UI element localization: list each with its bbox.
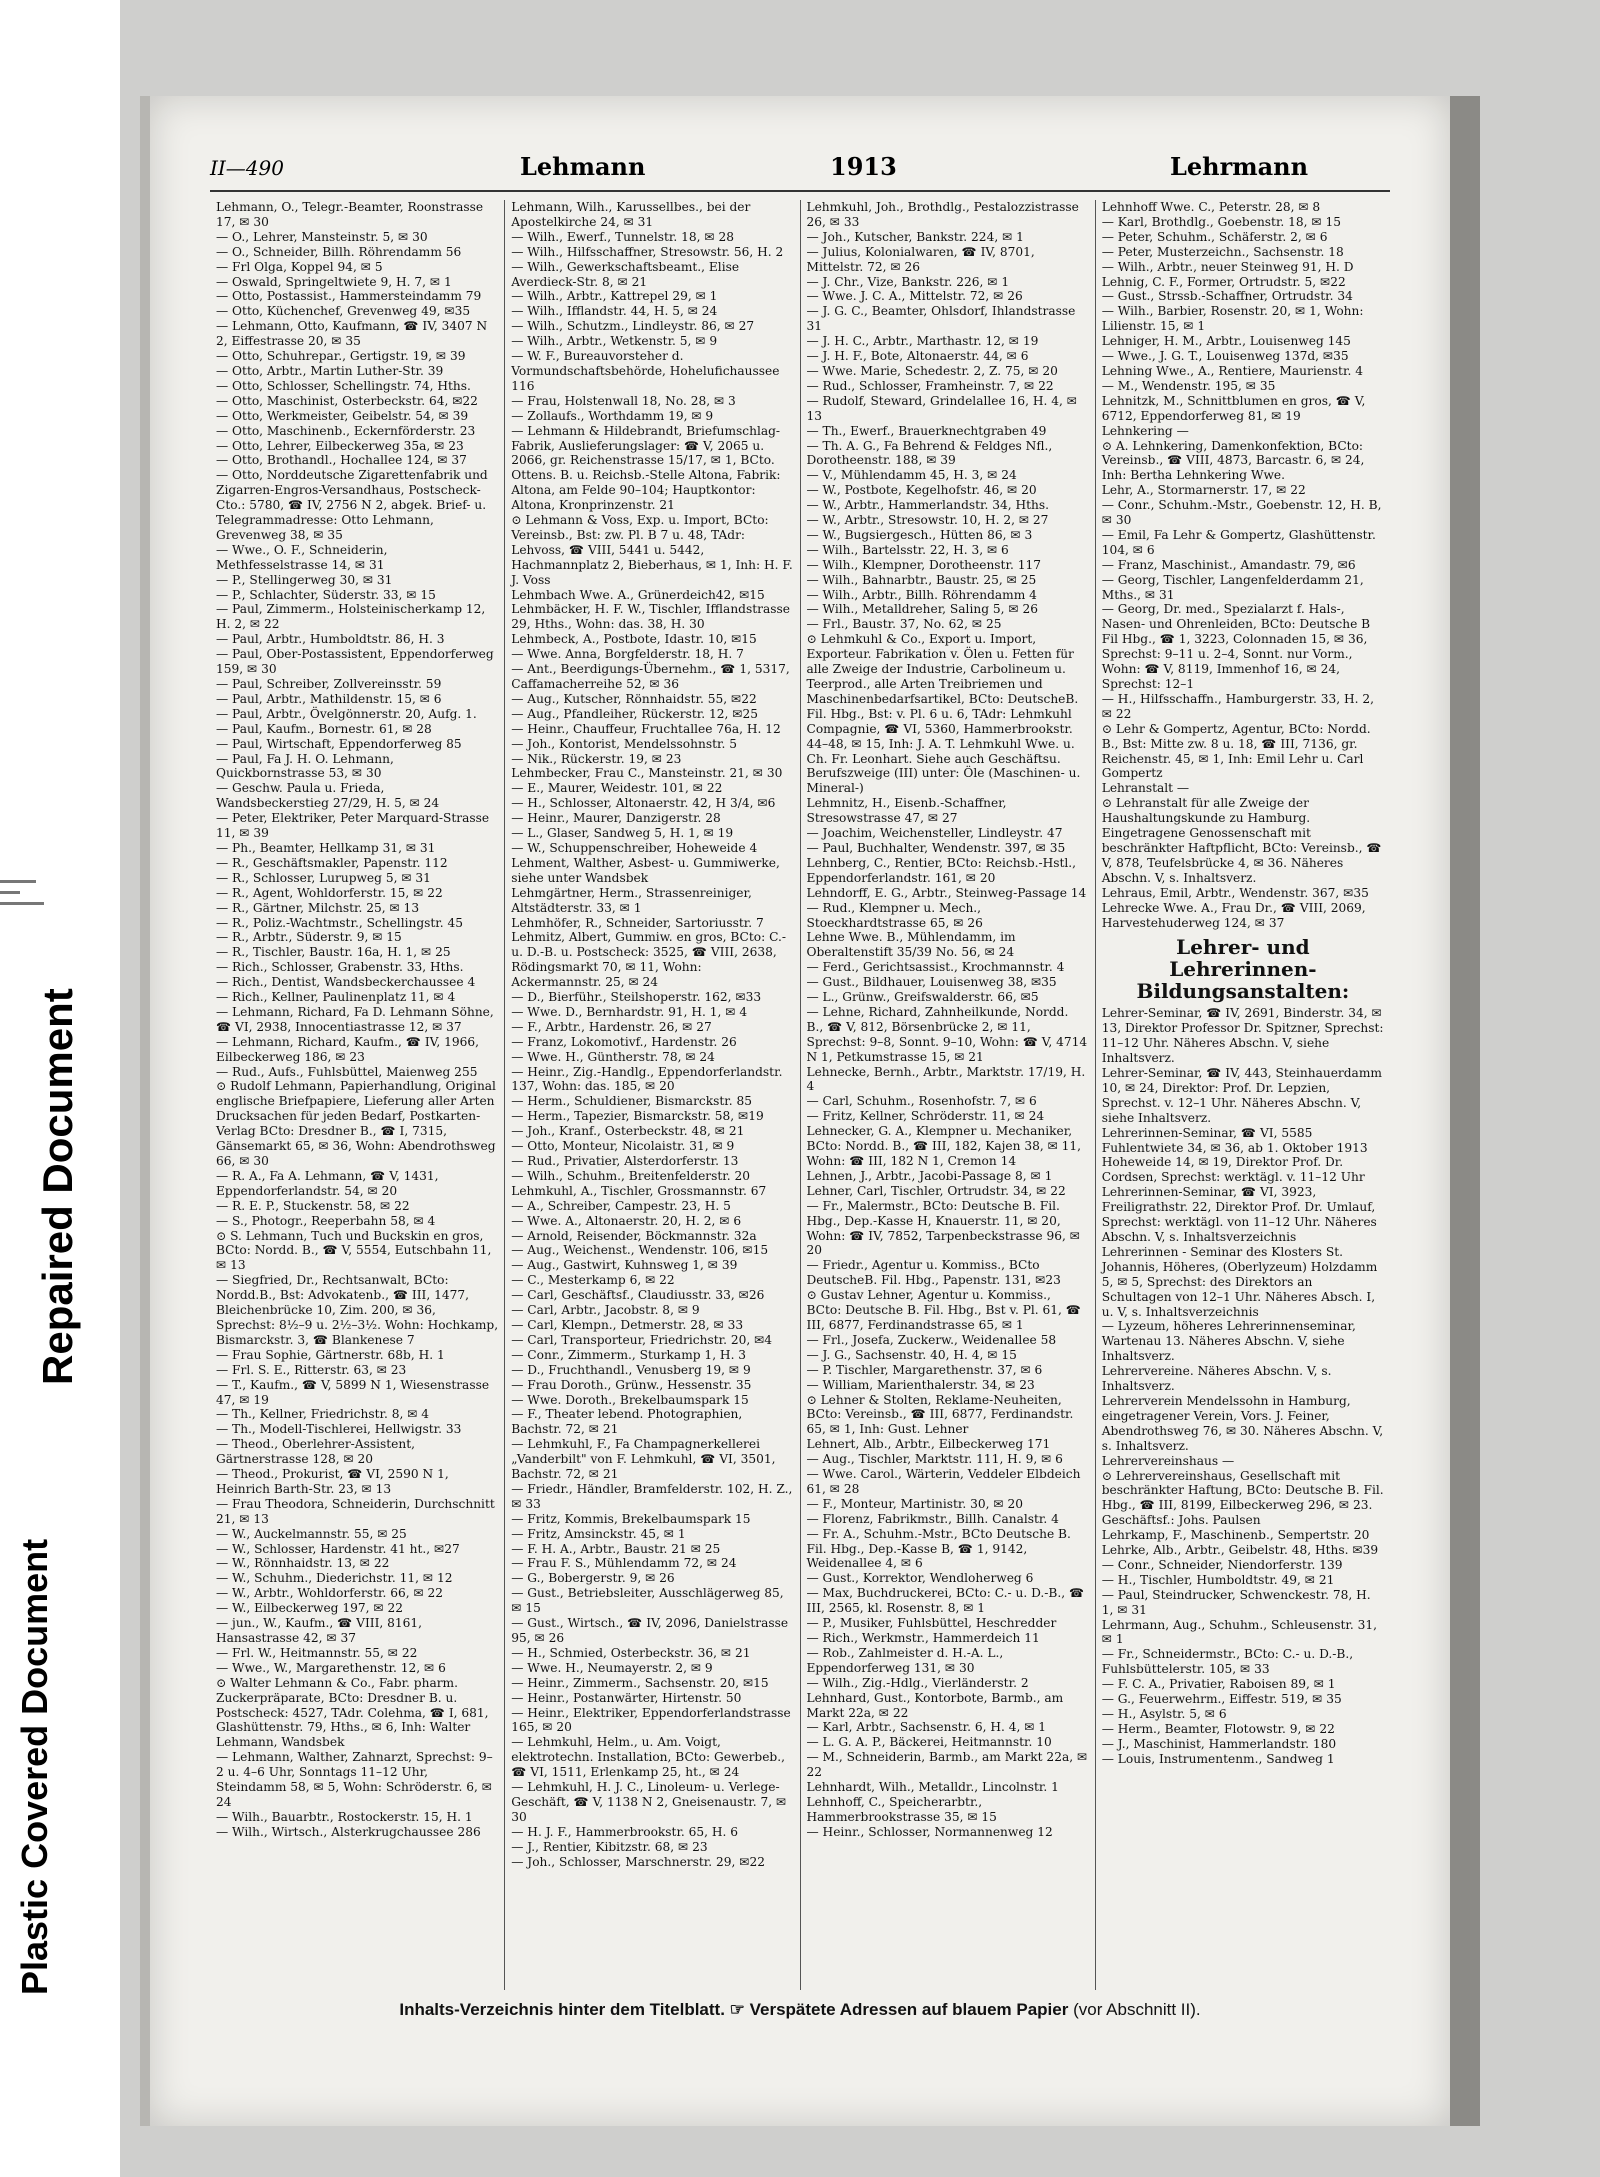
directory-entry: — Otto, Maschinist, Osterbeckstr. 64, ✉22 <box>216 393 478 408</box>
directory-entry: — Herm., Tapezier, Bismarckstr. 58, ✉19 <box>511 1109 764 1124</box>
directory-entry: — V., Mühlendamm 45, H. 3, ✉ 24 <box>806 468 1017 483</box>
directory-entry: — Frl Olga, Koppel 94, ✉ 5 <box>216 259 383 274</box>
directory-entry: — Friedr., Agentur u. Kommiss., BCto DeutscheB. Fil. Hbg., Papenstr. 131, ✉23 <box>806 1258 1061 1288</box>
directory-entry: — Louis, Instrumentenm., Sandweg 1 <box>1101 1751 1335 1766</box>
directory-entry: — Franz, Lokomotivf., Hardenstr. 26 <box>511 1034 737 1049</box>
directory-entry: — Gust., Wirtsch., ☎ IV, 2096, Danielstrasse 95, ✉ 26 <box>511 1616 789 1645</box>
directory-entry: — Herm., Beamter, Flotowstr. 9, ✉ 22 <box>1101 1721 1335 1736</box>
directory-entry: — Emil, Fa Lehr & Gompertz, Glashüttenstr. 104, ✉ 6 <box>1101 527 1376 557</box>
directory-entry: — H., Tischler, Humboldtstr. 49, ✉ 21 <box>1101 1572 1335 1587</box>
directory-entry: Lehmann, O., Telegr.-Beamter, Roonstrasse 17, ✉ 30 <box>216 200 484 229</box>
directory-entry: — R. A., Fa A. Lehmann, ☎ V, 1431, Eppendorferlandstr. 54, ✉ 20 <box>216 1168 439 1198</box>
directory-entry: — E., Maurer, Weidestr. 101, ✉ 22 <box>511 781 723 796</box>
directory-entry: — Friedr., Händler, Bramfelderstr. 102, H. Z., ✉ 33 <box>511 1481 793 1511</box>
directory-entry: — Fritz, Amsinckstr. 45, ✉ 1 <box>511 1526 686 1541</box>
directory-entry: — Fritz, Kommis, Brekelbaumspark 15 <box>511 1511 751 1526</box>
directory-entry: — G., Bobergerstr. 9, ✉ 26 <box>511 1571 675 1586</box>
directory-entry: — P. Tischler, Margarethenstr. 37, ✉ 6 <box>806 1362 1043 1377</box>
directory-entry: — Carl, Transporteur, Friedrichstr. 20, ✉4 <box>511 1332 773 1347</box>
directory-entry: — Paul, Wirtschaft, Eppendorferweg 85 <box>216 736 462 751</box>
directory-entry: — Nik., Rückerstr. 19, ✉ 23 <box>511 751 682 766</box>
directory-entry: — Wilh., Schuhm., Breitenfelderstr. 20 <box>511 1168 750 1183</box>
directory-entry: — Lehmann, Richard, Fa D. Lehmann Söhne, ☎ VI, 2938, Innocentiastrasse 12, ✉ 37 <box>216 1004 494 1034</box>
directory-entry: — Otto, Werkmeister, Geibelstr. 54, ✉ 39 <box>216 408 469 423</box>
directory-entry: — J., Rentier, Kibitzstr. 68, ✉ 23 <box>511 1839 708 1854</box>
margin-marks <box>0 880 60 920</box>
directory-entry: — Georg, Dr. med., Spezialarzt f. Hals-, Nasen- und Ohrenleiden, BCto: Deutsche B Fil Hbg., ☎ 1, 3223, Colonnaden 15, ✉ 36, Sprechst: 9–11 u. 2–4, Sonnt. nur Vorm., Wohn: ☎ V, 8119, Immenhof 16, ✉ 24, Sprechst: 12–1 <box>1101 602 1371 691</box>
directory-entry: — Carl, Geschäftsf., Claudiusstr. 33, ✉26 <box>511 1288 765 1303</box>
directory-entry: — Wilh., Arbtr., Billh. Röhrendamm 4 <box>806 587 1037 602</box>
directory-entry: — Th. A. G., Fa Behrend & Feldges Nfl., Dorotheenstr. 188, ✉ 39 <box>806 438 1053 468</box>
directory-entry: — Frau F. S., Mühlendamm 72, ✉ 24 <box>511 1556 737 1571</box>
directory-entry: — Heinr., Chauffeur, Fruchtallee 76a, H. 12 <box>511 721 781 736</box>
directory-entry: — Wilh., Ewerf., Tunnelstr. 18, ✉ 28 <box>511 229 734 244</box>
directory-entry: — Wwe., O. F., Schneiderin, Methfesselstrasse 14, ✉ 31 <box>216 542 388 572</box>
directory-entry: — Wilh., Gewerkschaftsbeamt., Elise Averdieck-Str. 8, ✉ 21 <box>511 259 740 289</box>
directory-entry: — W., Schlosser, Hardenstr. 41 ht., ✉27 <box>216 1541 460 1556</box>
directory-entry: Lehrervereinshaus — <box>1101 1453 1235 1468</box>
directory-entry: — Karl, Brothdlg., Goebenstr. 18, ✉ 15 <box>1101 214 1342 229</box>
directory-entry: — M., Wendenstr. 195, ✉ 35 <box>1101 378 1276 393</box>
directory-entry: — Heinr., Maurer, Danzigerstr. 28 <box>511 811 721 826</box>
directory-entry: — H., Hilfsschaffn., Hamburgerstr. 33, H. 2, ✉ 22 <box>1101 691 1374 721</box>
directory-entry: — Paul, Arbtr., Mathildenstr. 15, ✉ 6 <box>216 691 442 706</box>
directory-entry: — Joh., Kranf., Osterbeckstr. 48, ✉ 21 <box>511 1124 745 1139</box>
directory-entry: — W., Bugsiergesch., Hütten 86, ✉ 3 <box>806 527 1033 542</box>
directory-entry: ⊙ A. Lehnkering, Damenkonfektion, BCto: Vereinsb., ☎ VIII, 4873, Barcastr. 6, ✉ 24, Inh: Bertha Lehnkering Wwe. <box>1101 438 1365 483</box>
directory-entry: — Paul, Steindrucker, Schwenckestr. 78, H. 1, ✉ 31 <box>1101 1587 1371 1617</box>
footer-main: Inhalts-Verzeichnis hinter dem Titelblatt. ☞ Verspätete Adressen auf blauem Papier <box>399 2000 1069 2019</box>
directory-entry: ⊙ Lehranstalt für alle Zweige der Haushaltungskunde zu Hamburg. Eingetragene Genossenschaft mit beschränkter Haftpflicht, BCto: Vereinsb., ☎ V, 878, Teufelsbrücke 4, ✉ 36. Näheres Abschn. V, s. Inhaltsverz. <box>1101 796 1382 885</box>
page-header <box>210 150 1390 192</box>
directory-entry: — Ph., Beamter, Hellkamp 31, ✉ 31 <box>216 840 436 855</box>
directory-entry: — Rich., Kellner, Paulinenplatz 11, ✉ 4 <box>216 990 456 1005</box>
directory-entry: — Julius, Kolonialwaren, ☎ IV, 8701, Mittelstr. 72, ✉ 26 <box>806 244 1035 274</box>
directory-entry: Lehnecker, G. A., Klempner u. Mechaniker, BCto: Nordd. B., ☎ III, 182, Kajen 38, ✉ 11, Wohn: ☎ III, 182 N 1, Cremon 14 <box>806 1124 1082 1168</box>
repaired-document-label: Repaired Document <box>34 988 81 1385</box>
directory-entry: — W., Auckelmannstr. 55, ✉ 25 <box>216 1526 407 1541</box>
directory-entry: — Carl, Schuhm., Rosenhofstr. 7, ✉ 6 <box>806 1094 1037 1109</box>
directory-entry: — Frau Sophie, Gärtnerstr. 68b, H. 1 <box>216 1347 445 1362</box>
directory-entry: — Otto, Maschinenb., Eckernförderstr. 23 <box>216 423 476 438</box>
directory-entry: — Rich., Werkmstr., Hammerdeich 11 <box>806 1631 1040 1645</box>
directory-entry: — P., Musiker, Fuhlsbüttel, Heschredder <box>806 1616 1057 1631</box>
directory-entry: — P., Stellingerweg 30, ✉ 31 <box>216 572 393 587</box>
directory-entry: — Rob., Zahlmeister d. H.-A. L., Eppendorferweg 131, ✉ 30 <box>806 1645 1004 1675</box>
directory-entry: — Heinr., Zimmerm., Sachsenstr. 20, ✉15 <box>511 1675 769 1690</box>
directory-entry: ⊙ Walter Lehmann & Co., Fabr. pharm. Zuckerpräparate, BCto: Dresdner B. u. Postscheck: 4527, TAdr. Colehma, ☎ I, 681, Glashüttenstr. 79, Hths., ✉ 6, Inh: Walter Lehmann, Wandsbek <box>216 1675 489 1750</box>
directory-entry: Lehr, A., Stormarnerstr. 17, ✉ 22 <box>1101 483 1306 498</box>
directory-entry: — G., Feuerwehrm., Eiffestr. 519, ✉ 35 <box>1101 1692 1342 1707</box>
directory-entry: — Heinr., Postanwärter, Hirtenstr. 50 <box>511 1690 742 1705</box>
directory-entry: — Otto, Norddeutsche Zigarettenfabrik und Zigarren-Engros-Versandhaus, Postscheck-Cto.: 5780, ☎ IV, 2756 N 2, abgek. Brief- u. Telegrammadresse: Otto Lehmann, Grevenweg 38, ✉ 35 <box>216 468 488 542</box>
directory-entry: — Rich., Dentist, Wandsbeckerchaussee 4 <box>216 975 476 990</box>
directory-entry: — Frau Doroth., Grünw., Hessenstr. 35 <box>511 1377 752 1392</box>
directory-entry: ⊙ Lehrervereinshaus, Gesellschaft mit beschränkter Haftung, BCto: Deutsche B. Fil. Hbg., ☎ III, 8199, Eilbeckerweg 296, ✉ 23. Geschäftsf.: Johs. Paulsen <box>1101 1468 1384 1528</box>
directory-entry: — J. Chr., Vize, Bankstr. 226, ✉ 1 <box>806 274 1010 289</box>
directory-entry: — Th., Kellner, Friedrichstr. 8, ✉ 4 <box>216 1407 430 1422</box>
directory-entry: — Lehmann, Walther, Zahnarzt, Sprechst: 9–2 u. 4–6 Uhr, Sonntags 11–12 Uhr, Steindamm 58, ✉ 5, Wohn: Schröderstr. 6, ✉24 <box>216 1750 493 1809</box>
directory-entry: ⊙ Rudolf Lehmann, Papierhandlung, Original englische Briefpapiere, Lieferung aller Arten Drucksachen für jeden Bedarf, Postkarten-Verlag BCto: Dresdner B., ☎ I, 7315, Gänsemarkt 65, ✉ 36, Wohn: Abendrothsweg 66, ✉ 30 <box>216 1079 496 1168</box>
directory-entry: — Joachim, Weichensteller, Lindleystr. 47 <box>806 826 1063 841</box>
directory-entry: Lehrer-Seminar, ☎ IV, 443, Steinhauerdamm 10, ✉ 24, Direktor: Prof. Dr. Lepzien, Sprechst. v. 12–1 Uhr. Näheres Abschn. V, siehe Inhaltsverz. <box>1101 1066 1382 1125</box>
directory-entry: — Wwe., J. G. T., Louisenweg 137d, ✉35 <box>1101 349 1349 364</box>
directory-entry: — O., Schneider, Billh. Röhrendamm 56 <box>216 244 462 259</box>
directory-entry: Lehmbecker, Frau C., Mansteinstr. 21, ✉ 30 <box>511 766 783 781</box>
directory-entry: — Wwe. Marie, Schedestr. 2, Z. 75, ✉ 20 <box>806 363 1058 378</box>
directory-entry: Lehnecke, Bernh., Arbtr., Marktstr. 17/19, H. 4 <box>806 1064 1086 1094</box>
page-footer <box>210 2000 1390 2020</box>
directory-entry: — D., Fruchthandl., Venusberg 19, ✉ 9 <box>511 1362 751 1377</box>
directory-entry: — L. G. A. P., Bäckerei, Heitmannstr. 10 <box>806 1735 1052 1750</box>
directory-entry: — Aug., Kutscher, Rönnhaidstr. 55, ✉22 <box>511 691 757 706</box>
directory-entry: — Rud., Privatier, Alsterdorferstr. 13 <box>511 1154 739 1168</box>
directory-entry: — Fritz, Kellner, Schröderstr. 11, ✉ 24 <box>806 1109 1045 1124</box>
directory-entry: Lehment, Walther, Asbest- u. Gummiwerke, siehe unter Wandsbek <box>511 855 780 885</box>
directory-entry: — Wilh., Schutzm., Lindleystr. 86, ✉ 27 <box>511 319 755 334</box>
directory-entry: — L., Glaser, Sandweg 5, H. 1, ✉ 19 <box>511 826 734 841</box>
directory-entry: — Frau Theodora, Schneiderin, Durchschnitt 21, ✉ 13 <box>216 1496 495 1526</box>
directory-entry: — Wilh., Arbtr., neuer Steinweg 91, H. D <box>1101 259 1354 274</box>
directory-entry: — Paul, Buchhalter, Wendenstr. 397, ✉ 35 <box>806 840 1066 855</box>
directory-entry: Lehrerinnen - Seminar des Klosters St. Johannis, Höheres, (Oberlyzeum) Holzdamm 5, ✉ 5, Sprechst: des Direktors an Schultagen von 12–1 Uhr. Näheres Absch. I, u. V, s. Inhaltsverzeichnis <box>1101 1244 1378 1319</box>
directory-entry: — Paul, Arbtr., Övelgönnerstr. 20, Aufg. 1. <box>216 706 477 721</box>
header-right-word: Lehrmann <box>1170 152 1309 181</box>
directory-entry: — C., Mesterkamp 6, ✉ 22 <box>511 1273 675 1288</box>
directory-entry: — Fr., Malermstr., BCto: Deutsche B. Fil. Hbg., Dep.-Kasse H, Knauerstr. 11, ✉ 20, Wohn: ☎ IV, 7852, Tarpenbeckstrasse 96, ✉ 20 <box>806 1198 1080 1258</box>
directory-entry: Lehnkering — <box>1101 423 1189 438</box>
directory-entry: — Lehmkuhl, Helm., u. Am. Voigt, elektrotechn. Installation, BCto: Gewerbeb., ☎ VI, 1511, Erlenkamp 25, ht., ✉ 24 <box>511 1735 785 1780</box>
directory-entry: ⊙ Gustav Lehner, Agentur u. Kommiss., BCto: Deutsche B. Fil. Hbg., Bst v. Pl. 61, ☎ III, 6877, Ferdinandstrasse 65, ✉ 1 <box>806 1288 1081 1332</box>
directory-entry: — Otto, Lehrer, Eilbeckerweg 35a, ✉ 23 <box>216 438 464 453</box>
directory-entry: — Frl., Josefa, Zuckerw., Weidenallee 58 <box>806 1332 1057 1347</box>
directory-entry: — Herm., Schuldiener, Bismarckstr. 85 <box>511 1094 752 1109</box>
directory-entry: — Karl, Arbtr., Sachsenstr. 6, H. 4, ✉ 1 <box>806 1720 1047 1735</box>
directory-entry: — F. H. A., Arbtr., Baustr. 21 ✉ 25 <box>511 1541 721 1556</box>
directory-entry: Lehrkamp, F., Maschinenb., Sempertstr. 20 <box>1101 1528 1370 1543</box>
directory-entry: — Paul, Ober-Postassistent, Eppendorferweg 159, ✉ 30 <box>216 647 494 677</box>
directory-entry: — T., Kaufm., ☎ V, 5899 N 1, Wiesenstrasse 47, ✉ 19 <box>216 1377 490 1407</box>
directory-entry: — Lehmkuhl, F., Fa Champagnerkellerei „Vanderbilt" von F. Lehmkuhl, ☎ VI, 3501, Bachstr. 72, ✉ 21 <box>511 1437 776 1482</box>
directory-entry: — Peter, Schuhm., Schäferstr. 2, ✉ 6 <box>1101 229 1328 244</box>
directory-entry: — Frau, Holstenwall 18, No. 28, ✉ 3 <box>511 393 736 408</box>
directory-entry: — Wwe. Carol., Wärterin, Veddeler Elbdeich 61, ✉ 28 <box>806 1467 1081 1496</box>
directory-entry: — Lyzeum, höheres Lehrerinnenseminar, Wartenau 13. Näheres Abschn. V, siehe Inhaltsverz. <box>1101 1319 1356 1364</box>
directory-entry: — Theod., Oberlehrer-Assistent, Gärtnerstrasse 128, ✉ 20 <box>216 1437 415 1467</box>
directory-entry: — Rudolf, Steward, Grindelallee 16, H. 4, ✉ 13 <box>806 393 1077 423</box>
directory-entry: Lehnhard, Gust., Kontorbote, Barmb., am Markt 22a, ✉ 22 <box>806 1690 1064 1720</box>
directory-entry: — jun., W., Kaufm., ☎ VIII, 8161, Hansastrasse 42, ✉ 37 <box>216 1616 423 1645</box>
directory-entry: — F., Arbtr., Hardenstr. 26, ✉ 27 <box>511 1019 712 1034</box>
directory-entry: — Paul, Zimmerm., Holsteinischerkamp 12, H. 2, ✉ 22 <box>216 602 486 632</box>
directory-entry: — F., Monteur, Martinistr. 30, ✉ 20 <box>806 1496 1023 1511</box>
directory-entry: — R. E. P., Stuckenstr. 58, ✉ 22 <box>216 1198 410 1213</box>
directory-entry: — Otto, Küchenchef, Grevenweg 49, ✉35 <box>216 304 471 319</box>
directory-entry: — H., Asylstr. 5, ✉ 6 <box>1101 1707 1227 1721</box>
directory-entry: — Arnold, Reisender, Böckmannstr. 32a <box>511 1228 757 1243</box>
directory-entry: — W. F., Bureauvorsteher d. Vormundschaftsbehörde, Hohelufichaussee 116 <box>511 349 780 393</box>
directory-entry: Lehnert, Alb., Arbtr., Eilbeckerweg 171 <box>806 1437 1051 1452</box>
directory-entry: — Georg, Tischler, Langenfelderdamm 21, Mths., ✉ 31 <box>1101 572 1364 602</box>
directory-entry: Lehmnitz, H., Eisenb.-Schaffner, Stresowstrasse 47, ✉ 27 <box>806 796 1007 826</box>
directory-entry: — Wwe. Doroth., Brekelbaumspark 15 <box>511 1392 749 1407</box>
directory-entry: — F. C. A., Privatier, Raboisen 89, ✉ 1 <box>1101 1677 1336 1692</box>
directory-entry: — Wilh., Klempner, Dorotheenstr. 117 <box>806 557 1041 572</box>
directory-entry: — Otto, Brothandl., Hochallee 124, ✉ 37 <box>216 453 467 468</box>
directory-entry: Lehmbach Wwe. A., Grünerdeich42, ✉15 <box>511 587 765 602</box>
directory-entry: — William, Marienthalerstr. 34, ✉ 23 <box>806 1377 1035 1392</box>
directory-entry: — Th., Modell-Tischlerei, Hellwigstr. 33 <box>216 1422 462 1437</box>
directory-entry: — Conr., Zimmerm., Sturkamp 1, H. 3 <box>511 1347 747 1362</box>
directory-entry: — Heinr., Zig.-Handlg., Eppendorferlandstr. 137, Wohn: das. 185, ✉ 20 <box>511 1064 783 1094</box>
footer-aside: (vor Abschnitt II). <box>1073 2000 1201 2019</box>
directory-entry: ⊙ S. Lehmann, Tuch und Buckskin en gros, BCto: Nordd. B., ☎ V, 5554, Eutschbahn 11, ✉ 13 <box>216 1228 492 1273</box>
directory-entry: — P., Schlachter, Süderstr. 33, ✉ 15 <box>216 587 436 602</box>
directory-entry: Lehnitzk, M., Schnittblumen en gros, ☎ V, 6712, Eppendorferweg 81, ✉ 19 <box>1101 393 1366 423</box>
directory-entry: — Wilh., Bauarbtr., Rostockerstr. 15, H. 1 <box>216 1809 473 1824</box>
directory-entry: ⊙ Lehmkuhl & Co., Export u. Import, Exporteur. Fabrikation v. Ölen u. Fetten für alle Zweige der Industrie, Carbolineum u. Teerprod., alle Arten Treibriemen und Maschinenbedarfsartikel, BCto: DeutscheB. Fil. Hbg., Bst: v. Pl. 6 u. 6, TAdr: Lehmkuhl Compagnie, ☎ VI, 5360, Hammerbrookstr. 44–48, ✉ 15, Inh: J. A. T. Lehmkuhl Wwe. u. Ch. Fr. Leonhart. Siehe auch Geschäftsu. Berufszweige (III) unter: Öle (Maschinen- u. Mineral-) <box>806 632 1081 796</box>
directory-entry: — Lehne, Richard, Zahnheilkunde, Nordd. B., ☎ V, 812, Börsenbrücke 2, ✉ 11, Sprechst: 9–8, Sonnt. 9–10, Wohn: ☎ V, 4714 N 1, Petkumstrasse 15, ✉ 21 <box>806 1004 1088 1064</box>
directory-entry: Lehnhoff, C., Speicherarbtr., Hammerbrookstrasse 35, ✉ 15 <box>806 1794 997 1824</box>
directory-entry: — Wwe. D., Bernhardstr. 91, H. 1, ✉ 4 <box>511 1004 748 1019</box>
directory-entry: — Oswald, Springeltwiete 9, H. 7, ✉ 1 <box>216 274 452 289</box>
plastic-covered-label: Plastic Covered Document <box>14 1538 55 1995</box>
directory-entry: — Frl. S. E., Ritterstr. 63, ✉ 23 <box>216 1362 407 1377</box>
directory-entry: — Wilh., Wirtsch., Alsterkrugchaussee 286 <box>216 1824 481 1839</box>
column-2 <box>505 200 800 1990</box>
directory-entry: Lehmann, Wilh., Karussellbes., bei der Apostelkirche 24, ✉ 31 <box>511 200 751 229</box>
directory-entry: Lehrecke Wwe. A., Frau Dr., ☎ VIII, 2069, Harvestehuderweg 124, ✉ 37 <box>1101 900 1366 930</box>
directory-entry: — Gust., Korrektor, Wendloherweg 6 <box>806 1571 1034 1586</box>
directory-entry: — W., Schuppenschreiber, Hoheweide 4 <box>511 840 758 855</box>
directory-entry: — L., Grünw., Greifswalderstr. 66, ✉5 <box>806 990 1039 1005</box>
directory-entry: — W., Schuhm., Diederichstr. 11, ✉ 12 <box>216 1571 453 1586</box>
directory-entry: Lehrer-Seminar, ☎ IV, 2691, Binderstr. 34, ✉ 13, Direktor Professor Dr. Spitzner, Sprechst: 11–12 Uhr. Näheres Abschn. V, siehe Inhaltsverz. <box>1101 1006 1384 1066</box>
directory-entry: Lehmgärtner, Herm., Strassenreiniger, Altstädterstr. 33, ✉ 1 <box>511 885 752 915</box>
directory-entry: — Wilh., Ifflandstr. 44, H. 5, ✉ 24 <box>511 304 718 319</box>
directory-entry: — Frl. W., Heitmannstr. 55, ✉ 22 <box>216 1645 418 1660</box>
directory-entry: — R., Tischler, Baustr. 16a, H. 1, ✉ 25 <box>216 945 451 960</box>
directory-entry: — Florenz, Fabrikmstr., Billh. Canalstr. 4 <box>806 1511 1059 1526</box>
directory-entry: — W., Arbtr., Stresowstr. 10, H. 2, ✉ 27 <box>806 513 1049 528</box>
directory-entry: — R., Geschäftsmakler, Papenstr. 112 <box>216 855 448 870</box>
directory-entry: — O., Lehrer, Mansteinstr. 5, ✉ 30 <box>216 229 428 244</box>
directory-entry: Lehning Wwe., A., Rentiere, Maurienstr. 4 <box>1101 363 1363 378</box>
directory-entry: — J. G. C., Beamter, Ohlsdorf, Ihlandstrasse 31 <box>806 304 1076 334</box>
directory-entry: ⊙ Lehr & Gompertz, Agentur, BCto: Nordd. B., Bst: Mitte zw. 8 u. 18, ☎ III, 7136, gr. Reichenstr. 45, ✉ 1, Inh: Emil Lehr u. Carl Gompertz <box>1101 721 1371 781</box>
directory-entry: — Wilh., Barbier, Rosenstr. 20, ✉ 1, Wohn: Lilienstr. 15, ✉ 1 <box>1101 304 1364 334</box>
directory-entry: — W., Arbtr., Hammerlandstr. 34, Hths. <box>806 498 1050 513</box>
directory-entry: — Siegfried, Dr., Rechtsanwalt, BCto: Nordd.B., Bst: Advokatenb., ☎ III, 1477, Bleichenbrücke 10, Zim. 200, ✉ 36, Sprechst: 8½–9 u. 2½–3½. Wohn: Hochkamp, Bismarckstr. 3, ☎ Blankenese 7 <box>216 1273 499 1347</box>
directory-entry: — Wilh., Arbtr., Wetkenstr. 5, ✉ 9 <box>511 334 718 349</box>
column-3 <box>801 200 1096 1990</box>
directory-entry: — Paul, Arbtr., Humboldtstr. 86, H. 3 <box>216 632 445 647</box>
directory-entry: — Wwe., W., Margarethenstr. 12, ✉ 6 <box>216 1660 446 1675</box>
directory-entry: Lehnhoff Wwe. C., Peterstr. 28, ✉ 8 <box>1101 200 1321 214</box>
directory-entry: — R., Agent, Wohldorferstr. 15, ✉ 22 <box>216 885 443 900</box>
directory-entry: Lehrerinnen-Seminar, ☎ VI, 5585 Fuhlentwiete 34, ✉ 36, ab 1. Oktober 1913 Hoheweide 14, ✉ 19, Direktor Prof. Dr. Cordsen, Sprechst: werktägl. v. 11–12 Uhr <box>1101 1125 1368 1185</box>
directory-entry: — Rich., Schlosser, Grabenstr. 33, Hths. <box>216 960 464 975</box>
directory-entry: — J. G., Sachsenstr. 40, H. 4, ✉ 15 <box>806 1347 1017 1362</box>
directory-entry: Lehniger, H. M., Arbtr., Louisenweg 145 <box>1101 334 1351 349</box>
directory-entry: — R., Poliz.-Wachtmstr., Schellingstr. 45 <box>216 915 464 930</box>
directory-entry: — Wilh., Hilfsschaffner, Stresowstr. 56, H. 2 <box>511 244 784 259</box>
directory-entry: Lehnberg, C., Rentier, BCto: Reichsb.-Hstl., Eppendorferlandstr. 161, ✉ 20 <box>806 855 1077 885</box>
directory-entry: ⊙ Lehner & Stolten, Reklame-Neuheiten, BCto: Vereinsb., ☎ III, 6877, Ferdinandstr. 65, ✉ 1, Inh: Gust. Lehner <box>806 1392 1074 1437</box>
directory-entry: — Otto, Schuhrepar., Gertigstr. 19, ✉ 39 <box>216 349 466 364</box>
directory-entry: — D., Bierführ., Steilshoperstr. 162, ✉33 <box>511 990 762 1005</box>
directory-entry: — J. H. C., Arbtr., Marthastr. 12, ✉ 19 <box>806 334 1039 349</box>
header-left-word: Lehmann <box>520 152 646 181</box>
directory-entry: — Paul, Schreiber, Zollvereinsstr. 59 <box>216 677 442 691</box>
directory-entry: — Gust., Bildhauer, Louisenweg 38, ✉35 <box>806 975 1057 990</box>
directory-entry: — H., Schmied, Osterbeckstr. 36, ✉ 21 <box>511 1645 751 1660</box>
column-1 <box>210 200 505 1990</box>
directory-entry: — R., Schlosser, Lurupweg 5, ✉ 31 <box>216 870 431 885</box>
directory-entry: — Conr., Schuhm.-Mstr., Goebenstr. 12, H. B, ✉ 30 <box>1101 498 1382 528</box>
directory-entry: Lehmkuhl, Joh., Brothdlg., Pestalozzistrasse 26, ✉ 33 <box>806 200 1079 229</box>
directory-entry: Lehmitz, Albert, Gummiw. en gros, BCto: C.-u. D.-B. u. Postscheck: 3525, ☎ VIII, 2638, Rödingsmarkt 70, ✉ 11, Wohn: Ackermannstr. 25, ✉ 24 <box>511 930 786 990</box>
directory-entry: Lehndorff, E. G., Arbtr., Steinweg-Passage 14 <box>806 885 1087 900</box>
directory-entry: — Otto, Monteur, Nicolaistr. 31, ✉ 9 <box>511 1139 735 1154</box>
directory-entry: — Joh., Schlosser, Marschnerstr. 29, ✉22 <box>511 1854 765 1869</box>
directory-page <box>140 96 1480 2126</box>
directory-entry: — Wilh., Zig.-Hdlg., Vierländerstr. 2 <box>806 1675 1029 1690</box>
directory-entry: — S., Photogr., Reeperbahn 58, ✉ 4 <box>216 1213 436 1228</box>
directory-entry: — R., Gärtner, Milchstr. 25, ✉ 13 <box>216 900 420 915</box>
directory-entry: — R., Arbtr., Süderstr. 9, ✉ 15 <box>216 930 402 945</box>
directory-entry: — Joh., Kontorist, Mendelssohnstr. 5 <box>511 736 737 751</box>
directory-entry: — F., Theater lebend. Photographien, Bachstr. 72, ✉ 21 <box>511 1407 743 1437</box>
directory-entry: — W., Arbtr., Wohldorferstr. 66, ✉ 22 <box>216 1586 444 1601</box>
directory-entry: — J., Maschinist, Hammerlandstr. 180 <box>1101 1736 1337 1751</box>
directory-entry: Lehnig, C. F., Former, Ortrudstr. 5, ✉22 <box>1101 274 1346 289</box>
directory-entry: — Ant., Beerdigungs-Übernehm., ☎ 1, 5317, Caffamacherreihe 52, ✉ 36 <box>511 662 790 691</box>
directory-entry: — H., Schlosser, Altonaerstr. 42, H 3/4, ✉6 <box>511 796 776 811</box>
column-4 <box>1096 200 1390 1990</box>
directory-entry: — Gust., Betriebsleiter, Ausschlägerweg 85, ✉ 15 <box>511 1586 784 1616</box>
directory-entry: Lehranstalt — <box>1101 781 1190 796</box>
directory-entry: Lehnhardt, Wilh., Metalldr., Lincolnstr. 1 <box>806 1780 1059 1795</box>
directory-entry: — J. H. F., Bote, Altonaerstr. 44, ✉ 6 <box>806 349 1029 364</box>
directory-entry: — Fr., Schneidermstr., BCto: C.- u. D.-B., Fuhlsbüttelerstr. 105, ✉ 33 <box>1101 1647 1354 1677</box>
directory-entry: — Frl., Baustr. 37, No. 62, ✉ 25 <box>806 617 1002 632</box>
directory-entry: — Paul, Kaufm., Bornestr. 61, ✉ 28 <box>216 721 432 736</box>
directory-entry: — Geschw. Paula u. Frieda, Wandsbeckerstieg 27/29, H. 5, ✉ 24 <box>216 781 440 811</box>
directory-entry: — Peter, Elektriker, Peter Marquard-Strasse 11, ✉ 39 <box>216 811 490 841</box>
directory-entry: — Wwe. A., Altonaerstr. 20, H. 2, ✉ 6 <box>511 1213 742 1228</box>
directory-entry: — Wilh., Bartelsstr. 22, H. 3, ✉ 6 <box>806 542 1009 557</box>
directory-entry: — Lehmann, Richard, Kaufm., ☎ IV, 1966, Eilbeckerweg 186, ✉ 23 <box>216 1034 479 1064</box>
directory-entry: — Carl, Arbtr., Jacobstr. 8, ✉ 9 <box>511 1303 700 1318</box>
directory-entry: — Heinr., Elektriker, Eppendorferlandstrasse 165, ✉ 20 <box>511 1705 791 1735</box>
directory-entry: — W., Postbote, Kegelhofstr. 46, ✉ 20 <box>806 483 1037 498</box>
directory-entry: — Wilh., Metalldreher, Saling 5, ✉ 26 <box>806 602 1038 617</box>
directory-entry: Lehrerinnen-Seminar, ☎ VI, 3923, Freiligrathstr. 22, Direktor Prof. Dr. Umlauf, Sprechst: werktägl. von 11–12 Uhr. Näheres Abschn. V, s. Inhaltsverzeichnis <box>1101 1185 1377 1244</box>
directory-entry: Lehnen, J., Arbtr., Jacobi-Passage 8, ✉ 1 <box>806 1168 1053 1183</box>
directory-entry: — Max, Buchdruckerei, BCto: C.- u. D.-B., ☎ III, 2565, kl. Rosenstr. 8, ✉ 1 <box>806 1586 1085 1616</box>
directory-entry: — Lehmann, Otto, Kaufmann, ☎ IV, 3407 N 2, Eiffestrasse 20, ✉ 35 <box>216 319 488 349</box>
directory-entry: — M., Schneiderin, Barmb., am Markt 22a, ✉ 22 <box>806 1750 1088 1780</box>
directory-entry: — Wwe. H., Güntherstr. 78, ✉ 24 <box>511 1049 715 1064</box>
directory-entry: — Aug., Weichenst., Wendenstr. 106, ✉15 <box>511 1243 769 1258</box>
directory-entry: — Wwe. H., Neumayerstr. 2, ✉ 9 <box>511 1660 713 1675</box>
directory-entry: ⊙ Lehmann & Voss, Exp. u. Import, BCto: Vereinsb., Bst: zw. Pl. B 7 u. 48, TAdr: Lehvoss, ☎ VIII, 5441 u. 5442, Hachmannplatz 2, Bieberhaus, ✉ 1, Inh: H. F. J. Voss <box>511 513 793 587</box>
header-year: 1913 <box>830 152 897 181</box>
directory-entry: — Otto, Arbtr., Martin Luther-Str. 39 <box>216 363 444 378</box>
directory-entry: — Rud., Aufs., Fuhlsbüttel, Maienweg 255 <box>216 1064 478 1079</box>
directory-entry: — Ferd., Gerichtsassist., Krochmannstr. 4 <box>806 960 1065 975</box>
directory-entry: Lehne Wwe. B., Mühlendamm, im Oberaltenstift 35/39 No. 56, ✉ 24 <box>806 930 1016 960</box>
directory-entry: Lehmbäcker, H. F. W., Tischler, Ifflandstrasse 29, Hths., Wohn: das. 38, H. 30 <box>511 602 790 632</box>
directory-entry: Lehner, Carl, Tischler, Ortrudstr. 34, ✉ 22 <box>806 1183 1066 1198</box>
directory-entry: — Otto, Postassist., Hammersteindamm 79 <box>216 289 482 304</box>
directory-entry: — Joh., Kutscher, Bankstr. 224, ✉ 1 <box>806 229 1024 244</box>
directory-entry: — Wwe. Anna, Borgfelderstr. 18, H. 7 <box>511 647 744 662</box>
side-labels <box>0 0 120 2177</box>
directory-entry: — Paul, Fa J. H. O. Lehmann, Quickbornstrasse 53, ✉ 30 <box>216 751 394 781</box>
section-heading: Lehrer- und Lehrerinnen-Bildungsanstalten: <box>1136 935 1350 1004</box>
directory-entry: — Wilh., Arbtr., Kattrepel 29, ✉ 1 <box>511 289 718 304</box>
directory-entry: — Carl, Klempn., Detmerstr. 28, ✉ 33 <box>511 1317 744 1332</box>
directory-entry: — Aug., Tischler, Marktstr. 111, H. 9, ✉ 6 <box>806 1452 1063 1467</box>
directory-entry: — Wilh., Bahnarbtr., Baustr. 25, ✉ 25 <box>806 572 1037 587</box>
directory-entry: — H. J. F., Hammerbrookstr. 65, H. 6 <box>511 1824 739 1839</box>
directory-entry: Lehmkuhl, A., Tischler, Grossmannstr. 67 <box>511 1183 767 1198</box>
directory-entry: — Lehmann & Hildebrandt, Briefumschlag-Fabrik, Auslieferungslager: ☎ V, 2065 u. 2066, gr. Reichenstrasse 15/17, ✉ 1, BCto. Ottens. B. u. Reichsb.-Stelle Altona, Fabrik: Altona, am Felde 90–104; Hauptkontor: Altona, Kronprinzenstr. 21 <box>511 423 781 513</box>
directory-entry: — Theod., Prokurist, ☎ VI, 2590 N 1, Heinrich Barth-Str. 23, ✉ 13 <box>216 1467 449 1496</box>
directory-entry: — Conr., Schneider, Niendorferstr. 139 <box>1101 1557 1343 1572</box>
directory-entry: Lehrerverein Mendelssohn in Hamburg, eingetragener Verein, Vors. J. Feiner, Abendrothsweg 76, ✉ 30. Näheres Abschn. V, s. Inhaltsverz. <box>1101 1393 1384 1453</box>
directory-entry: — Aug., Pfandleiher, Rückerstr. 12, ✉25 <box>511 706 758 721</box>
directory-entry: Lehraus, Emil, Arbtr., Wendenstr. 367, ✉35 <box>1101 885 1369 900</box>
directory-entry: — W., Rönnhaidstr. 13, ✉ 22 <box>216 1556 390 1571</box>
directory-entry: Lehrervereine. Näheres Abschn. V, s. Inhaltsverz. <box>1101 1364 1332 1394</box>
directory-entry: — Wwe. J. C. A., Mittelstr. 72, ✉ 26 <box>806 289 1023 304</box>
directory-entry: — Heinr., Schlosser, Normannenweg 12 <box>806 1824 1053 1839</box>
directory-entry: — W., Eilbeckerweg 197, ✉ 22 <box>216 1601 403 1616</box>
directory-entry: Lehmbeck, A., Postbote, Idastr. 10, ✉15 <box>511 632 757 647</box>
directory-entry: Lehrmann, Aug., Schuhm., Schleusenstr. 31, ✉ 1 <box>1101 1617 1378 1647</box>
directory-entry: — Rud., Schlosser, Framheinstr. 7, ✉ 22 <box>806 378 1054 393</box>
directory-entry: Lehmhöfer, R., Schneider, Sartoriusstr. 7 <box>511 915 764 930</box>
directory-entry: — A., Schreiber, Campestr. 23, H. 5 <box>511 1198 731 1213</box>
directory-entry: — Rud., Klempner u. Mech., Stoeckhardtstrasse 65, ✉ 26 <box>806 900 983 930</box>
directory-entry: — Peter, Musterzeichn., Sachsenstr. 18 <box>1101 244 1344 259</box>
directory-entry: — Aug., Gastwirt, Kuhnsweg 1, ✉ 39 <box>511 1258 738 1273</box>
directory-entry: — Lehmkuhl, H. J. C., Linoleum- u. Verlege-Geschäft, ☎ V, 1138 N 2, Gneisenaustr. 7, ✉ 30 <box>511 1780 787 1824</box>
directory-entry: — Otto, Schlosser, Schellingstr. 74, Hths. <box>216 378 471 393</box>
directory-entry: — Th., Ewerf., Brauerknechtgraben 49 <box>806 423 1047 438</box>
directory-columns <box>210 200 1390 1990</box>
directory-entry: Lehrke, Alb., Arbtr., Geibelstr. 48, Hths. ✉39 <box>1101 1543 1379 1558</box>
directory-entry: — Franz, Maschinist., Amandastr. 79, ✉6 <box>1101 557 1356 572</box>
directory-entry: — Fr. A., Schuhm.-Mstr., BCto Deutsche B. Fil. Hbg., Dep.-Kasse B, ☎ 1, 9142, Weidenallee 4, ✉ 6 <box>806 1526 1071 1571</box>
page-number: II—490 <box>210 156 284 180</box>
directory-entry: — Zollaufs., Worthdamm 19, ✉ 9 <box>511 408 714 423</box>
directory-entry: — Gust., Strssb.-Schaffner, Ortrudstr. 34 <box>1101 289 1353 304</box>
